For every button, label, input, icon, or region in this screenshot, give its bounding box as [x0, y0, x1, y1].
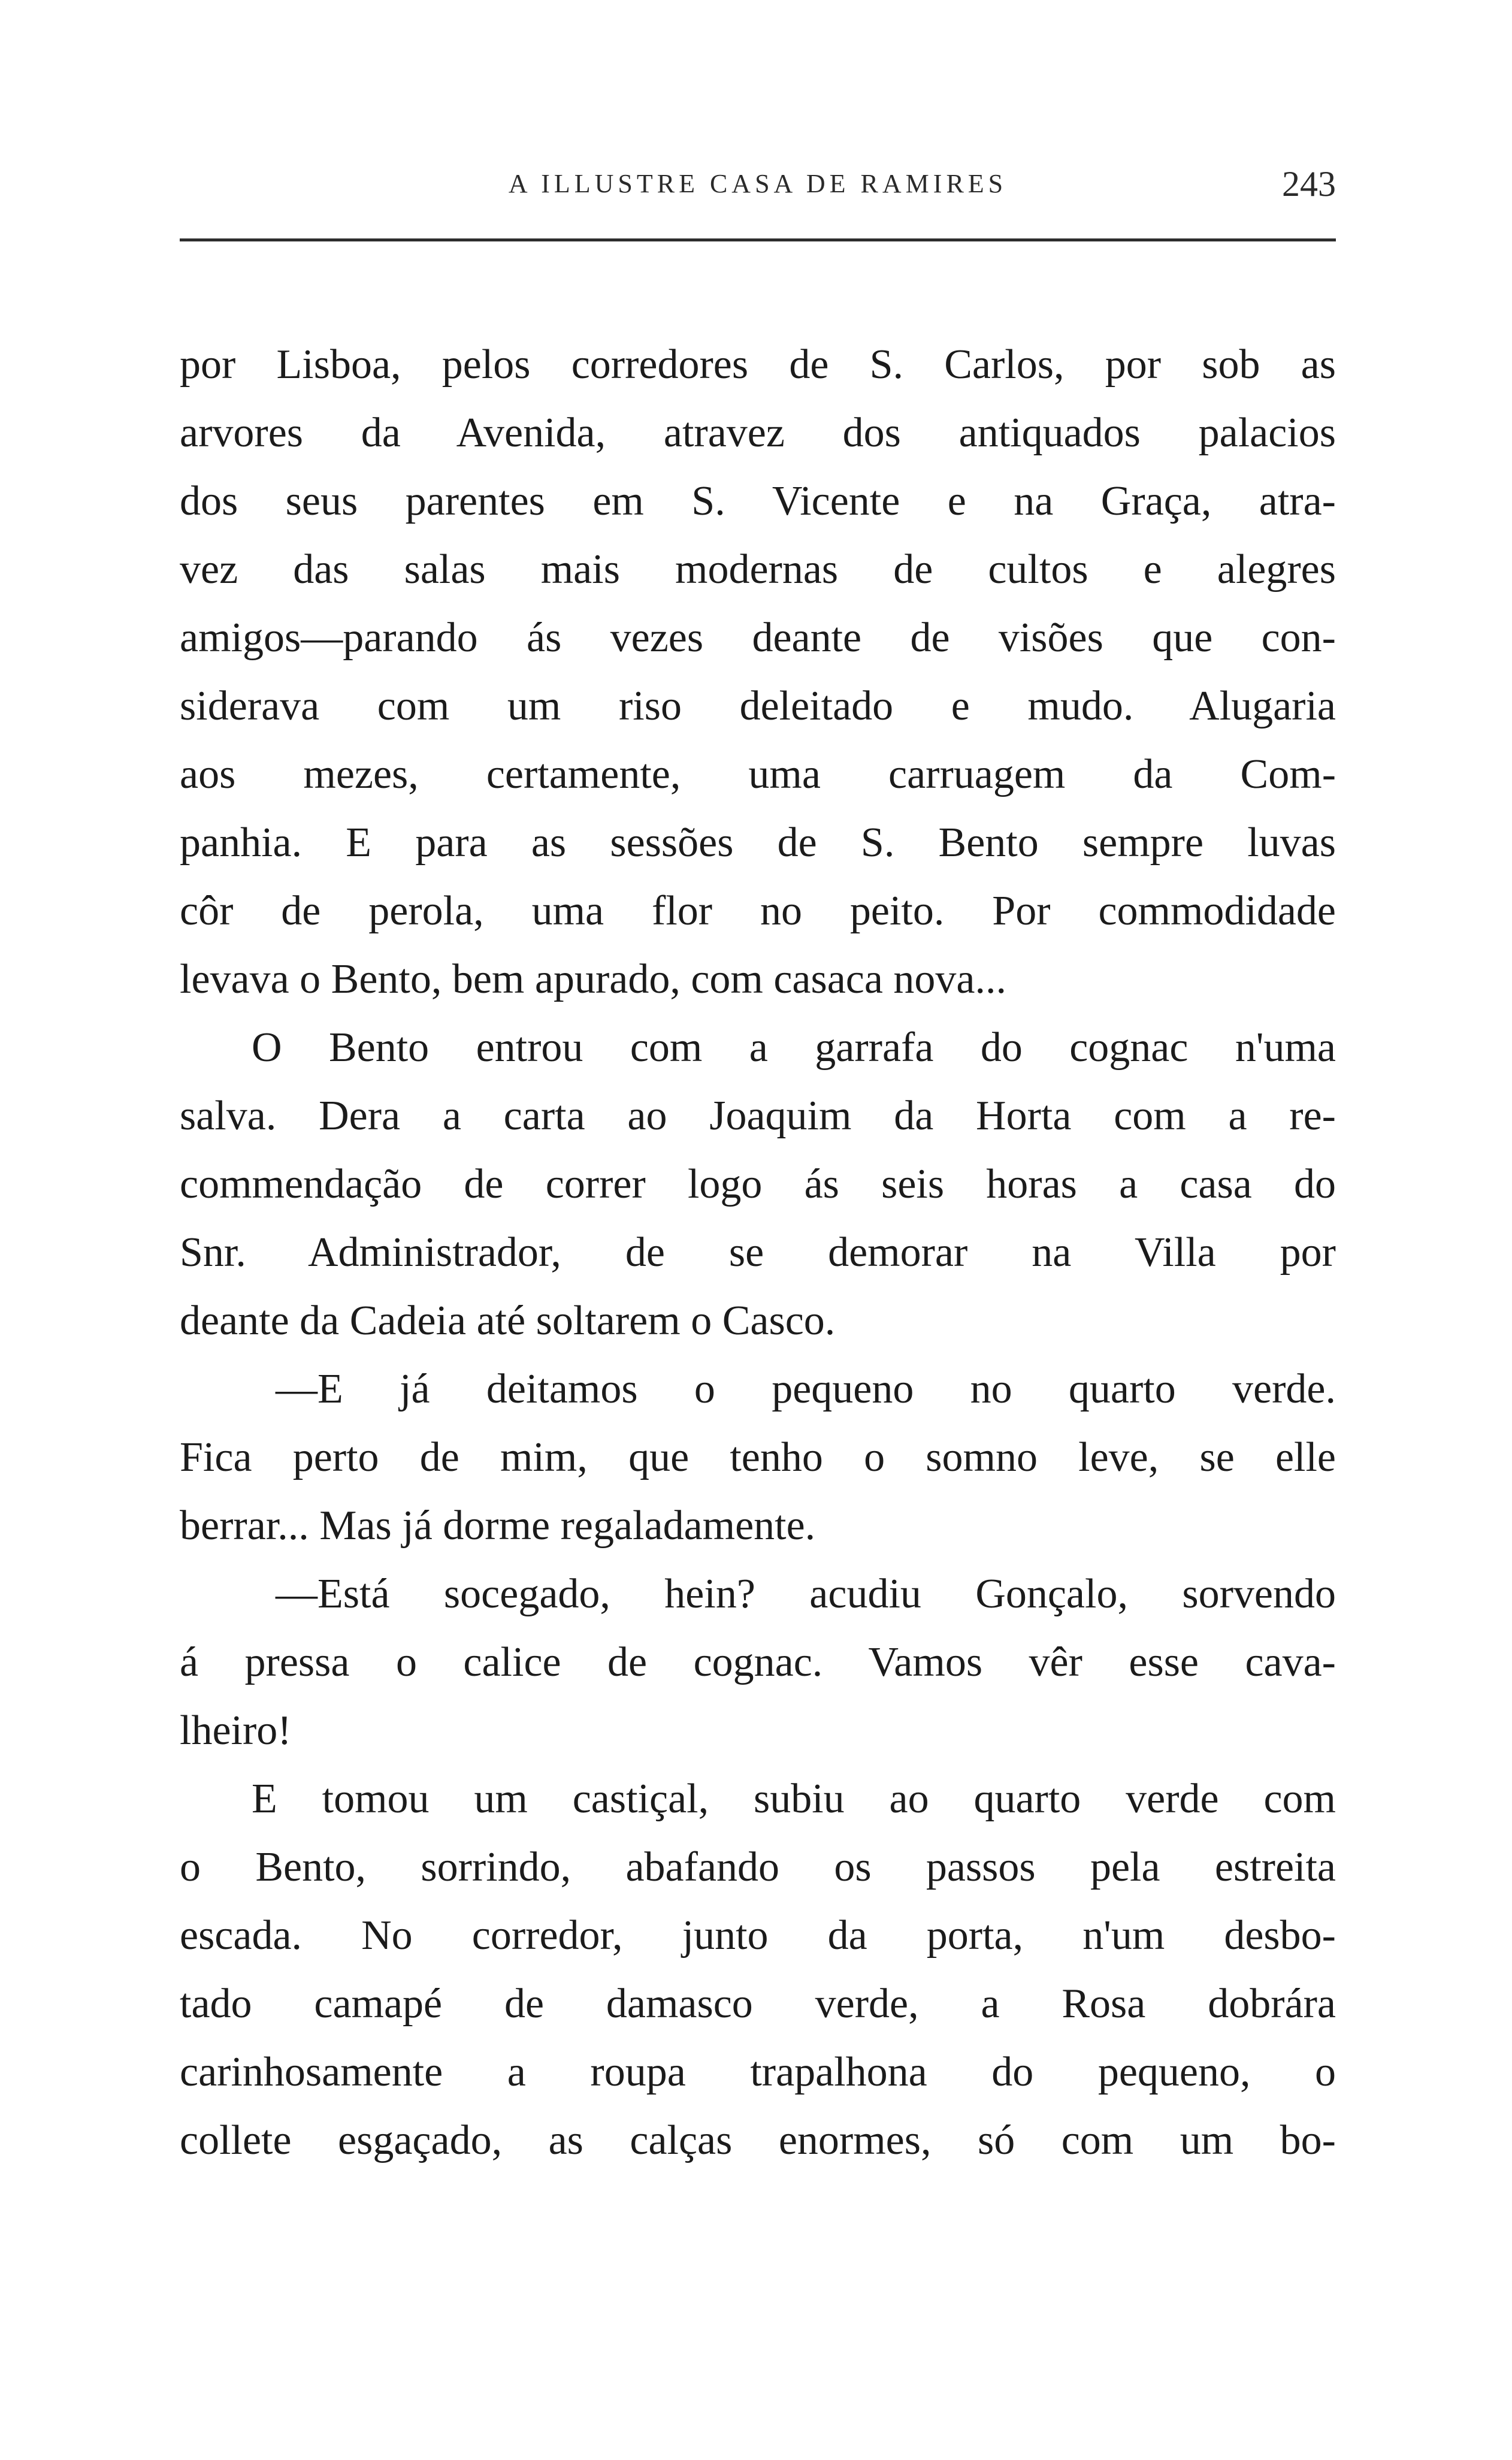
- text-line: O Bento entrou com a garrafa do cognac n'uma: [252, 1025, 1336, 1071]
- text-line: lheiro!: [180, 1708, 292, 1754]
- text-line: Snr. Administrador, de se demorar na Villa por: [180, 1229, 1336, 1276]
- text-line: o Bento, sorrindo, abafando os passos pela estreita: [180, 1844, 1336, 1890]
- text-line: amigos—parando ás vezes deante de visões que con-: [180, 615, 1336, 661]
- text-line: á pressa o calice de cognac. Vamos vêr esse cava-: [180, 1639, 1336, 1685]
- text-line: tado camapé de damasco verde, a Rosa dobrára: [180, 1981, 1336, 2027]
- text-line: deante da Cadeia até soltarem o Casco.: [180, 1298, 836, 1344]
- text-line: salva. Dera a carta ao Joaquim da Horta com a re-: [180, 1093, 1336, 1139]
- text-line: vez das salas mais modernas de cultos e alegres: [180, 546, 1336, 593]
- running-title: A ILLUSTRE CASA DE RAMIRES: [508, 169, 1008, 198]
- text-line: commendação de correr logo ás seis horas a casa do: [180, 1161, 1336, 1207]
- text-line: collete esgaçado, as calças enormes, só com um bo-: [180, 2117, 1336, 2163]
- text-line: —E já deitamos o pequeno no quarto verde.: [276, 1366, 1336, 1412]
- text-line: —Está socegado, hein? acudiu Gonçalo, sorvendo: [276, 1571, 1336, 1617]
- text-line: por Lisboa, pelos corredores de S. Carlos, por sob as: [180, 342, 1336, 388]
- text-line: escada. No corredor, junto da porta, n'um desbo-: [180, 1912, 1336, 1959]
- body-text: [180, 331, 1336, 2175]
- text-line: levava o Bento, bem apurado, com casaca nova...: [180, 956, 1007, 1002]
- text-line: panhia. E para as sessões de S. Bento sempre luvas: [180, 820, 1336, 866]
- text-line: E tomou um castiçal, subiu ao quarto verde com: [252, 1776, 1336, 1822]
- text-line: berrar... Mas já dorme regaladamente.: [180, 1503, 816, 1549]
- text-line: Fica perto de mim, que tenho o somno leve, se elle: [180, 1434, 1336, 1480]
- text-line: carinhosamente a roupa trapalhona do pequeno, o: [180, 2049, 1336, 2095]
- text-line: aos mezes, certamente, uma carruagem da Com-: [180, 751, 1336, 797]
- text-line: siderava com um riso deleitado e mudo. Alugaria: [180, 683, 1336, 729]
- running-head: [180, 157, 1336, 211]
- text-line: côr de perola, uma flor no peito. Por commodidade: [180, 888, 1336, 934]
- text-line: arvores da Avenida, atravez dos antiquados palacios: [180, 410, 1336, 456]
- page-number: 243: [1282, 164, 1336, 204]
- text-line: dos seus parentes em S. Vicente e na Graça, atra-: [180, 478, 1336, 524]
- header-rule: [180, 238, 1336, 241]
